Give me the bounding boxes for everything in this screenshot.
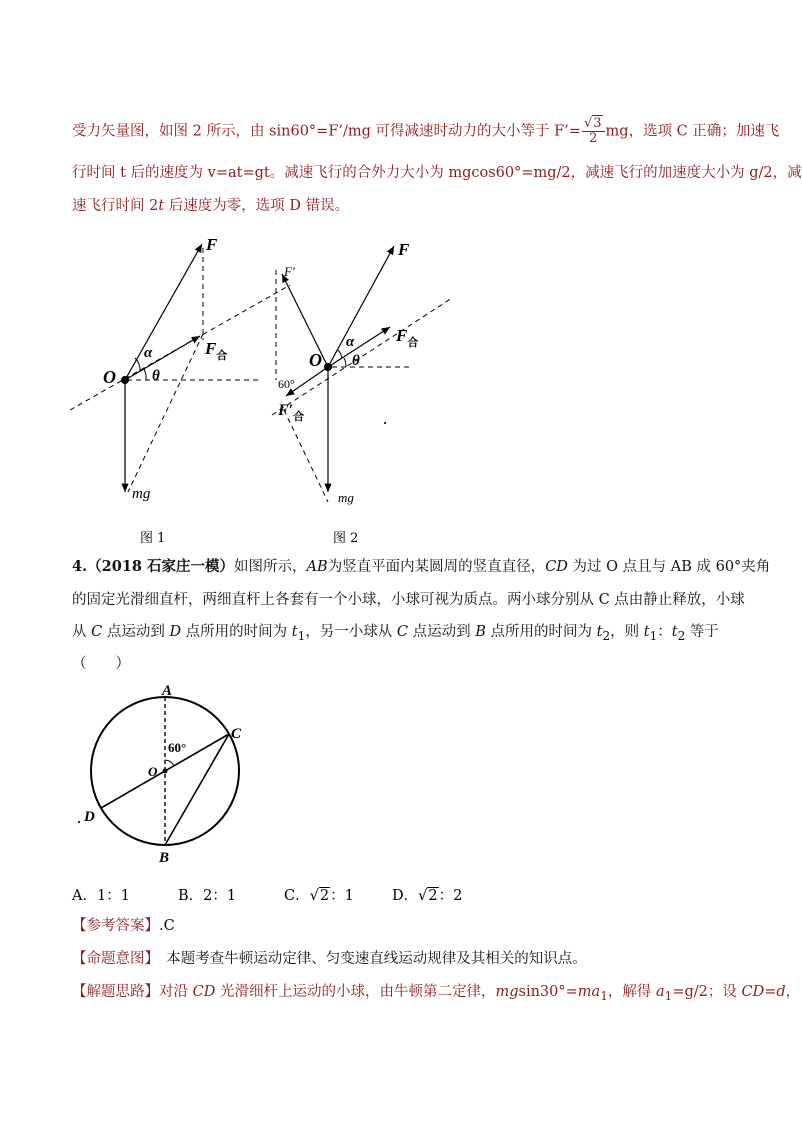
fig2-label-F: F xyxy=(398,240,410,259)
fig1-label-F: F xyxy=(206,235,218,254)
paragraph-line-1 xyxy=(72,117,779,146)
option-d: D．√2：2 xyxy=(392,888,463,904)
fig2-label-alpha: α xyxy=(346,334,355,350)
q4-source: （2018 石家庄一模） xyxy=(87,558,235,575)
q4-number: 4. xyxy=(72,558,88,575)
reference-answer xyxy=(72,916,175,936)
answer-tag: 【参考答案】 xyxy=(72,918,159,934)
figure-3-circle-diagram xyxy=(70,680,270,870)
stray-dot-2 xyxy=(78,821,80,823)
fig2-label-theta: θ xyxy=(352,353,360,369)
stray-dot xyxy=(384,422,386,424)
fig3-label-B: B xyxy=(159,850,170,866)
q4-line-3: 从 C 点运动到 D 点所用的时间为 $t_1$，另一小球从 C 点运动到 B 点所用的时间为 $t_2$，则 $t_1$：$t_2$ 等于 xyxy=(72,624,719,643)
fig1-label-theta: θ xyxy=(152,368,160,384)
fig3-label-60: 60° xyxy=(168,740,187,755)
intent-tag: 【命题意图】 xyxy=(72,951,152,967)
answer-value: .C xyxy=(159,918,175,934)
fig3-label-D: D xyxy=(84,809,95,825)
option-a: A．1：1 xyxy=(72,888,130,904)
solution-tag: 【解题思路】 xyxy=(72,984,159,1000)
option-b: B．2：1 xyxy=(178,888,237,904)
fig1-label-Fhe: $F_合$ xyxy=(205,339,228,362)
q4-line-2: 的固定光滑细直杆，两细直杆上各套有一个小球，小球可视为质点。两小球分别从 C 点由静止释放，小球 xyxy=(72,592,745,608)
figure-2-caption: 图 2 xyxy=(333,531,359,546)
figure-1-caption: 图 1 xyxy=(140,531,166,546)
intent-text: 本题考查牛顿运动定律、匀变速直线运动规律及其相关的知识点。 xyxy=(151,951,587,967)
fig3-label-O: O xyxy=(148,764,158,779)
fig2-label-Fhe: $F_合$ xyxy=(396,326,419,349)
fig1-label-O: O xyxy=(103,367,116,387)
solution-line: 【解题思路】对沿 CD 光滑细杆上运动的小球，由牛顿第二定律，$mgsin30^\circ=ma_1$，解得 $a_1=g/2$；设 CD=d， xyxy=(72,984,801,1003)
fig2-label-60: 60° xyxy=(278,377,295,391)
option-c: C．√2：1 xyxy=(284,888,354,904)
paragraph-line-2: 行时间 t 后的速度为 v=at=gt。减速飞行的合外力大小为 mgcos60°=mg/2，减速飞行的加速度大小为 g/2，减 xyxy=(72,165,802,181)
fig2-label-Fprime: F′ xyxy=(284,264,295,279)
q4-line-1: 4.（2018 石家庄一模）如图所示，AB为竖直平面内某圆周的竖直直径，CD 为过 O 点且与 AB 成 60°夹角 xyxy=(72,558,771,575)
paragraph-line-3: 速飞行时间 2t 后速度为零，选项 D 错误。 xyxy=(72,198,350,214)
fig1-label-alpha: α xyxy=(144,345,153,361)
fig3-label-A: A xyxy=(162,683,173,699)
fig2-label-mg: mg xyxy=(338,490,354,505)
sqrt3-over-2: $\frac{√3}{2}$ xyxy=(582,117,605,146)
figure-2-diagram xyxy=(262,230,462,520)
fig2-label-O: O xyxy=(309,350,322,370)
fig2-label-Fhe-prime: $F'_合$ xyxy=(278,402,305,423)
fig3-label-C: C xyxy=(231,726,242,742)
question-intent xyxy=(72,949,587,969)
line1-text-b: mg，选项 C 正确；加速飞 xyxy=(605,123,780,140)
fig1-label-mg: mg xyxy=(132,486,151,502)
q4-answer-paren: （ ） xyxy=(72,656,130,672)
line1-text-a: 受力矢量图，如图 2 所示，由 sin60°=F’/mg 可得减速时动力的大小等于 F’= xyxy=(72,123,581,140)
